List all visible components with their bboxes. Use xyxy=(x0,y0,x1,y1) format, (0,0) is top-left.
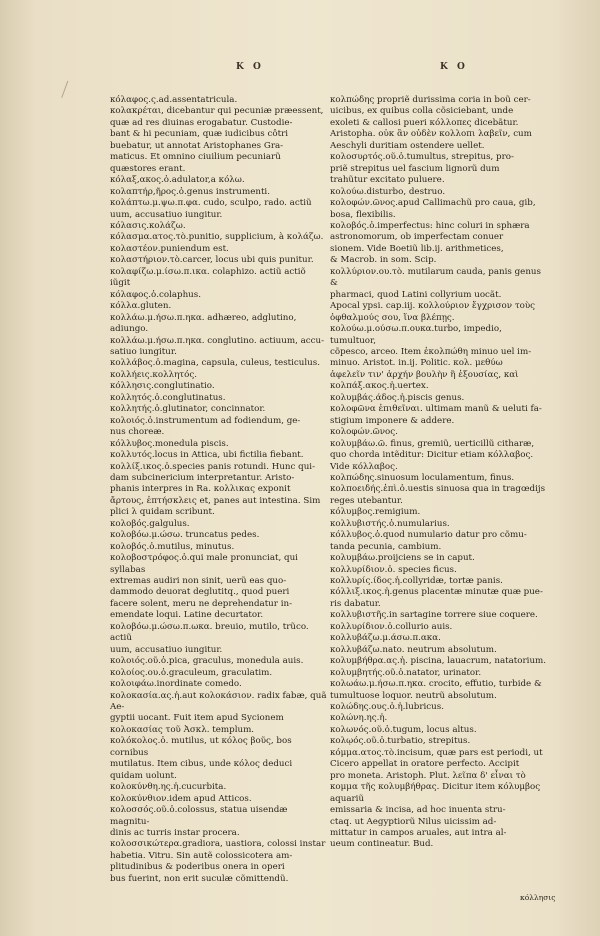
column-line: extremas audiri non sinit, uerũ eas quo- xyxy=(110,576,287,587)
column-line: κόλλιξ.ικος.ἡ.genus placentæ minutæ quæ pue- xyxy=(330,587,543,598)
column-line: quo chorda intẽditur: Dicitur etiam κόλλαβος. xyxy=(330,450,534,461)
column-line: quidam uolunt. xyxy=(110,770,177,781)
column-line: κολλυβιστής.ὁ.numularius. xyxy=(330,518,450,529)
column-line: κολυμβητής.οῦ.ὁ.natator, urinator. xyxy=(330,667,482,678)
column-line: maticus. Et omnino ciuilium pecuniarũ xyxy=(110,152,281,163)
column-line: reges utebantur. xyxy=(330,495,403,506)
column-line: κολάπτω.μ.ψω.π.φα. cudo, sculpo, rado. actiũ xyxy=(110,198,312,209)
column-line: κολλυβιστῆς.in sartagine torrere siue coquere. xyxy=(330,610,538,621)
column-line: habetia. Vitru. Sin autẽ colossicotera am- xyxy=(110,850,293,861)
column-line: minuo. Aristot. in.ij. Politic. κολ. μεθύω xyxy=(330,358,503,369)
column-line: κόλλα.gluten. xyxy=(110,301,172,312)
column-line: pro moneta. Aristoph. Plut. λεῖπα δ' εἶναι τὸ xyxy=(330,770,526,781)
column-line: adiungo. xyxy=(110,324,149,335)
column-line: κολλυρίδιον.ὁ.collurio auis. xyxy=(330,621,453,632)
margin-stain xyxy=(61,81,77,102)
column-line: κολοφών.ῶνος. xyxy=(330,427,398,438)
column-line: ἄρτους, ἐπτήσκλεις et, panes aut intestina. Sim xyxy=(110,495,321,506)
column-line: κολοβόω.μ.ώσω. truncatus pedes. xyxy=(110,530,260,541)
column-line: κολωνός.οῦ.ὁ.tugum, locus altus. xyxy=(330,724,477,735)
column-line: κολοβός.ὁ.mutilus, minutus. xyxy=(110,541,235,552)
column-line: trahũtur excitato puluere. xyxy=(330,175,445,186)
column-line: κολλυρίδιον.ὁ. species ficus. xyxy=(330,564,457,575)
column-line: κολλυβάζω.μ.άσω.π.ακα. xyxy=(330,633,441,644)
column-line: gyptii uocant. Fuit item apud Sycionem xyxy=(110,713,284,724)
column-line: κολποειδής.ἐπὶ.ὁ.uestis sinuosa qua in tragœdijs xyxy=(330,484,546,495)
column-line: κολοκύνθιον.idem apud Atticos. xyxy=(110,793,252,804)
column-line: κόμμα.ατος.τὸ.incisum, quæ pars est periodi, ut xyxy=(330,747,543,758)
column-line: mutilatus. Item cibus, unde κόλος deduci xyxy=(110,759,293,770)
running-header-right: K O xyxy=(440,62,468,72)
left-column xyxy=(110,95,328,885)
column-line: κολπάξ.ακος.ἡ.uertex. xyxy=(330,381,429,392)
column-line: κολούω.disturbo, destruo. xyxy=(330,186,446,197)
column-line: plici λ quidam scribunt. xyxy=(110,507,215,518)
column-line: κολοσσός.οῦ.ὁ.colossus, statua uisendæ magnitu- xyxy=(110,805,288,827)
column-line: tumultuose loquor. neutrũ absolutum. xyxy=(330,690,497,701)
column-line: mittatur in campos aruales, aut intra al- xyxy=(330,828,507,838)
column-line: bosa, flexibilis. xyxy=(330,209,396,220)
column-line: κολλύριον.ου.τὸ. mutilarum cauda, panis genus & xyxy=(330,266,541,289)
column-line: κολοφῶνα ἐπιθεῖναι. ultimam manũ & ueluti fa- xyxy=(330,404,542,415)
column-line: plitudinibus & poderibus onera in operi xyxy=(110,862,285,873)
column-line: κολλάω.μ.ήσω.π.ηκα. conglutino. actiuum, accu- xyxy=(110,335,325,346)
column-line: κολοκασίας τοῦ Ἀσκλ. templum. xyxy=(110,724,255,735)
column-line: Apocal ypsi. cap.iij. κολλούριον ἔγχρισον τοὺς xyxy=(330,301,536,312)
column-line: cõpesco, arceo. Item ἐκολπώθη minuo uel im- xyxy=(330,346,532,357)
column-line: emissaria & incisa, ad hoc inuenta stru- xyxy=(330,805,506,816)
column-line: κολοιφάω.inordinate comedo. xyxy=(110,679,242,690)
column-line: quæstores erant. xyxy=(110,163,186,174)
column-line: κολωάω.μ.ήσω.π.ηκα. crocito, effutio, turbide & xyxy=(330,679,542,690)
column-line: κολοσυρτός.οῦ.ὁ.tumultus, strepitus, pro- xyxy=(330,152,514,163)
column-line: κολυμβάς.άδος.ἡ.piscis genus. xyxy=(330,392,465,403)
column-line: dam subcinericium interpretantur. Aristo- xyxy=(110,472,295,483)
column-line: κολαστήριον.τὸ.carcer, locus ubi quis punitur. xyxy=(110,255,314,266)
column-line: sionem. Vide Boetiũ lib.ij. arithmetices, xyxy=(330,243,504,254)
column-line: ueum contineatur. Bud. xyxy=(330,839,434,850)
column-line: ὀφθαλμούς σου, ἵνα βλέπῃς. xyxy=(330,312,455,323)
column-line: κολπώδης.sinuosum loculamentum, finus. xyxy=(330,472,515,483)
column-line: κομμα τῆς κολυμβήθρας. Dicitur item κόλυμβος aquariũ xyxy=(330,782,541,804)
column-line: Cicero appellat in oratore perfecto. Accipit xyxy=(330,759,520,770)
column-line: κόλαξ,ακος.ὁ.adulator,a κόλω. xyxy=(110,175,245,186)
column-line: κόλαφος.ὁ.colaphus. xyxy=(110,289,201,300)
column-line: κολώδης.ους.ὁ.ἡ.lubricus. xyxy=(330,702,444,713)
right-column xyxy=(330,95,548,851)
column-line: quæ ad res diuinas erogabatur. Custodie- xyxy=(110,117,293,128)
column-line: κολοβός.ὁ.imperfectus: hinc coluri in sphæra xyxy=(330,220,530,231)
column-line: κολοιός.ὁ.instrumentum ad fodiendum, ge- xyxy=(110,415,301,426)
column-line: κόλασμα.ατος.τὸ.punitio, supplicium, à κολάζω. xyxy=(110,232,324,243)
column-line: κολπώδης propriẽ durissima coria in boũ cer- xyxy=(330,95,531,105)
column-line: κολοσσικώτερα.gradiora, uastiora, colossi instar xyxy=(110,839,326,850)
column-line: exoleti & callosi pueri κόλλοπες dicebãtur. xyxy=(330,117,519,128)
running-header-left: K O xyxy=(236,62,264,72)
column-line: κολοίος.ου.ὁ.graculeum, graculatim. xyxy=(110,667,273,678)
column-line: astronomorum, ob imperfectam conuer xyxy=(330,232,504,243)
column-line: κόλυμβος.remigium. xyxy=(330,507,421,518)
column-line: uicibus, ex quibus colla cõsiciebant, unde xyxy=(330,106,514,117)
column-line: nus choreæ. xyxy=(110,427,165,438)
column-line: bant & hi pecuniam, quæ iudicibus côtri xyxy=(110,129,289,140)
column-line: uum, accusatiuo iungitur. xyxy=(110,644,223,655)
column-line: κολλίξ.ικος.ὁ.species panis rotundi. Hunc qui- xyxy=(110,461,316,472)
column-line: stigium imponere & addere. xyxy=(330,415,455,426)
column-line: κολυμβήθρα.ας.ἡ. piscina, lauacrum, natatorium. xyxy=(330,656,547,667)
column-line: κολυμβάω.proijciens se in caput. xyxy=(330,553,475,564)
column-line: κολλητός.ὁ.conglutinatus. xyxy=(110,392,226,403)
column-line: ctaq. ut Aegyptiorũ Nilus uicissim ad- xyxy=(330,816,497,827)
column-line: buebatur, ut annotat Aristophanes Gra- xyxy=(110,140,284,151)
column-line: κολυμβάω.ῶ. finus, gremiũ, uerticillũ citharæ, xyxy=(330,438,535,449)
column-line: κολοβός.galgulus. xyxy=(110,518,190,529)
column-line: κολαστέον.puniendum est. xyxy=(110,243,229,254)
column-line: dammodo deuorat deglutitq., quod pueri xyxy=(110,587,290,598)
column-line: tanda pecunia, cambium. xyxy=(330,541,442,552)
column-line: κολλυτός.locus in Attica, ubi fictilia fiebant. xyxy=(110,450,304,461)
column-line: κολαφίζω.μ.ίσω.π.ικα. colaphizo. actiũ actiõ iũgit xyxy=(110,266,306,289)
column-line: bus fuerint, non erit suculæ cõmittendũ. xyxy=(110,873,289,884)
column-line: κολῳός.οῦ.ὁ.turbatio, strepitus. xyxy=(330,736,471,747)
column-line: κολόκολος.ὁ. mutilus, ut κόλος βοῦς, bos cornibus xyxy=(110,736,292,758)
column-line: κόλλυβος.ὁ.quod numulario datur pro cõmu- xyxy=(330,530,527,541)
column-line: Aeschyli duritiam ostendere uellet. xyxy=(330,140,485,151)
column-line: κόλλυβος.monedula piscis. xyxy=(110,438,229,449)
column-line: κολλυρίς.ίδος.ἡ.collyridæ, tortæ panis. xyxy=(330,576,503,587)
column-line: κόλαφος.ς.ad.assentatricula. xyxy=(110,95,238,105)
column-line: dinis ac turris instar procera. xyxy=(110,828,240,838)
column-line: priẽ strepitus uel fascium lignorũ dum xyxy=(330,163,500,174)
column-line: pharmaci, quod Latini collyrium uocãt. xyxy=(330,289,502,300)
column-line: ἀφελεῖν τιν' ἀρχήν βουλὴν ἢ ἐξουσίας, καὶ xyxy=(330,369,519,380)
column-line: uum, accusatiuo iungitur. xyxy=(110,209,223,220)
column-line: κολώνη.ης.ἡ. xyxy=(330,713,388,724)
column-line: phanis interpres in Ra. κολλικας exponit xyxy=(110,484,291,495)
catchword: κόλλησις xyxy=(520,893,556,902)
column-line: κόλλησις.conglutinatio. xyxy=(110,381,215,392)
column-line: Aristopha. οὐκ ἂν οὐδὲν κολλοπι λαβεῖν, cum xyxy=(330,129,532,140)
column-line: κολλητής.ὁ.glutinator, concinnator. xyxy=(110,404,266,415)
column-line: emendate loqui. Latine decurtator. xyxy=(110,610,264,621)
column-line: κολοβοστρόφος.ὁ.qui male pronunciat, qui syllabas xyxy=(110,553,298,575)
column-line: satiuo iungitur. xyxy=(110,346,177,357)
column-line: κολοβόω.μ.ώσω.π.ωκα. breuio, mutilo, trũco. actiũ xyxy=(110,621,309,644)
column-line: κολακρέται, dicebantur qui pecuniæ præessent, xyxy=(110,106,324,117)
column-line: κολοιός.οῦ.ὁ.pica, graculus, monedula auis. xyxy=(110,656,304,667)
column-line: ris dabatur. xyxy=(330,598,381,609)
column-line: κολοφών.ῶνος.apud Callimachũ pro caua, gib, xyxy=(330,198,536,209)
column-line: Vide κόλλαβος. xyxy=(330,461,398,472)
column-line: κολούω.μ.ούσω.π.ουκα.turbo, impedio, tumultuor, xyxy=(330,324,502,346)
column-line: κολοκύνθη.ης.ἡ.cucurbita. xyxy=(110,782,227,793)
column-line: κολλήεις.κολλητός. xyxy=(110,369,197,380)
column-line: κολαπτήρ,ῆρος.ὁ.genus instrumenti. xyxy=(110,186,270,197)
column-line: κόλασις.κολάζω. xyxy=(110,220,186,231)
column-line: κολλυβάζω.nato. neutrum absolutum. xyxy=(330,644,497,655)
column-line: κολλάβος.ὁ.magina, capsula, culeus, testiculus. xyxy=(110,358,320,369)
column-line: & Macrob. in som. Scip. xyxy=(330,255,437,266)
column-line: κολλάω.μ.ήσω.π.ηκα. adhæreo, adglutino, xyxy=(110,312,297,323)
column-line: facere solent, meru ne deprehendatur in- xyxy=(110,598,293,609)
column-line: κολοκασία.ας.ἡ.aut κολοκάσιον. radix fabæ, quã Ae- xyxy=(110,690,327,713)
